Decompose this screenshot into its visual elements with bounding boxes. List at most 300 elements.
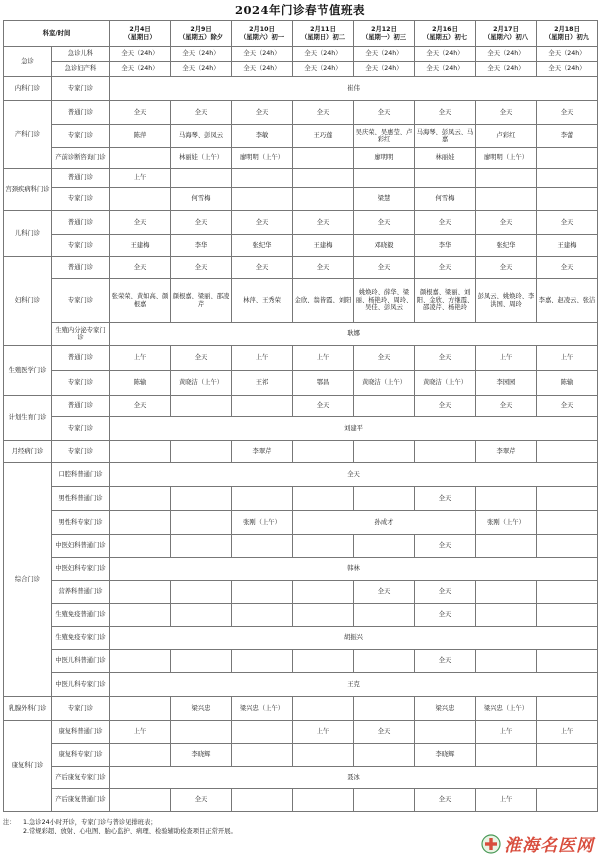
schedule-cell: [537, 441, 598, 463]
schedule-cell: 全天: [537, 101, 598, 125]
schedule-cell: 张荣荣、黄如高、颜根嘉: [110, 279, 171, 323]
schedule-cell: 梁慧: [354, 188, 415, 211]
schedule-cell: 全天: [415, 581, 476, 604]
schedule-cell: 全天（24h）: [354, 62, 415, 77]
schedule-cell: [171, 169, 232, 188]
schedule-cell: [232, 650, 293, 673]
table-row: [4, 279, 598, 323]
date-label: 2月9日: [190, 26, 212, 34]
schedule-cell: [476, 744, 537, 767]
schedule-cell: 梁兴忠: [415, 697, 476, 721]
clinic-type-cell: 男性科普通门诊: [52, 487, 110, 511]
schedule-cell: 颜根嘉、梁丽、邵凌芹: [171, 279, 232, 323]
schedule-cell: 全天: [293, 211, 354, 235]
schedule-cell: [232, 604, 293, 627]
clinic-type-cell: 专家门诊: [52, 188, 110, 211]
schedule-cell: 何雪梅: [171, 188, 232, 211]
schedule-cell: 梁兴忠（上午）: [232, 697, 293, 721]
schedule-cell: [537, 169, 598, 188]
schedule-cell: 全天（24h）: [293, 62, 354, 77]
clinic-type-cell: 专家门诊: [52, 371, 110, 396]
schedule-cell: [293, 697, 354, 721]
schedule-cell: 韩林: [110, 558, 598, 581]
table-row: [4, 396, 598, 417]
schedule-cell: [293, 744, 354, 767]
schedule-cell: [232, 535, 293, 558]
schedule-cell: 黄晓洁（上午）: [415, 371, 476, 396]
date-header: [110, 21, 171, 47]
schedule-cell: [476, 535, 537, 558]
schedule-cell: 全天: [171, 211, 232, 235]
schedule-cell: [354, 604, 415, 627]
schedule-cell: 全天: [415, 257, 476, 279]
clinic-type-cell: 专家门诊: [52, 441, 110, 463]
schedule-cell: [476, 169, 537, 188]
schedule-cell: 林丽娃: [415, 148, 476, 169]
watermark-text: 淮海名医网: [504, 836, 594, 856]
clinic-type-cell: 专家门诊: [52, 77, 110, 101]
schedule-cell: [293, 604, 354, 627]
table-row: [4, 148, 598, 169]
schedule-cell: 李翠芹: [476, 441, 537, 463]
schedule-cell: 梁兴忠（上午）: [476, 697, 537, 721]
schedule-cell: [476, 487, 537, 511]
schedule-cell: [110, 581, 171, 604]
clinic-type-cell: 普通门诊: [52, 257, 110, 279]
table-row: [4, 125, 598, 148]
table-row: [4, 346, 598, 371]
department-cell: 产科门诊: [4, 101, 52, 169]
schedule-cell: 上午: [110, 169, 171, 188]
date-label: 2月10日: [249, 26, 275, 34]
schedule-cell: 林萍、王秀荣: [232, 279, 293, 323]
schedule-cell: 全天: [171, 101, 232, 125]
schedule-cell: [232, 188, 293, 211]
schedule-table: [3, 20, 598, 812]
table-row: [4, 101, 598, 125]
schedule-cell: 上午: [476, 721, 537, 744]
schedule-cell: 全天: [110, 396, 171, 417]
schedule-cell: 全天（24h）: [110, 62, 171, 77]
schedule-cell: [293, 789, 354, 812]
schedule-cell: 全天: [293, 257, 354, 279]
schedule-cell: [293, 650, 354, 673]
schedule-cell: [476, 604, 537, 627]
schedule-cell: [171, 487, 232, 511]
schedule-cell: 全天: [415, 346, 476, 371]
schedule-cell: 全天: [354, 101, 415, 125]
schedule-cell: 全天: [354, 346, 415, 371]
clinic-type-cell: 生殖免疫普通门诊: [52, 604, 110, 627]
clinic-type-cell: 中医妇科普通门诊: [52, 535, 110, 558]
schedule-cell: 聂冰: [110, 767, 598, 789]
schedule-cell: 廖明明（上午）: [232, 148, 293, 169]
schedule-cell: 上午: [110, 721, 171, 744]
date-label: 2月4日: [129, 26, 151, 34]
schedule-cell: 张刚（上午）: [476, 511, 537, 535]
schedule-cell: 上午: [476, 789, 537, 812]
schedule-cell: 林丽娃（上午）: [171, 148, 232, 169]
schedule-cell: [171, 604, 232, 627]
clinic-type-cell: 男性科专家门诊: [52, 511, 110, 535]
schedule-cell: 全天（24h）: [354, 47, 415, 62]
table-row: [4, 463, 598, 487]
table-row: [4, 627, 598, 650]
date-label: 2月18日: [554, 26, 580, 34]
watermark: [481, 831, 594, 856]
table-row: [4, 581, 598, 604]
clinic-type-cell: 产前诊断咨询门诊: [52, 148, 110, 169]
schedule-cell: 全天: [171, 257, 232, 279]
table-row: [4, 673, 598, 697]
table-row: [4, 235, 598, 257]
date-header: [415, 21, 476, 47]
schedule-cell: [232, 396, 293, 417]
schedule-cell: 李华: [171, 235, 232, 257]
table-row: [4, 169, 598, 188]
schedule-cell: [232, 581, 293, 604]
schedule-cell: 廖明明（上午）: [476, 148, 537, 169]
notes-label: 注：: [3, 819, 16, 826]
schedule-cell: 王巧莲: [293, 125, 354, 148]
schedule-cell: 上午: [232, 346, 293, 371]
schedule-cell: [171, 721, 232, 744]
clinic-type-cell: 专家门诊: [52, 235, 110, 257]
schedule-cell: [537, 148, 598, 169]
schedule-cell: [537, 789, 598, 812]
schedule-cell: 马海琴、彭凤云、马嘉: [415, 125, 476, 148]
schedule-cell: 全天: [415, 211, 476, 235]
clinic-type-cell: 产后康复普通门诊: [52, 789, 110, 812]
schedule-cell: 李晓辉: [415, 744, 476, 767]
schedule-cell: [354, 396, 415, 417]
schedule-cell: 全天: [110, 257, 171, 279]
clinic-type-cell: 产后康复专家门诊: [52, 767, 110, 789]
table-row: [4, 417, 598, 441]
schedule-cell: 全天: [354, 211, 415, 235]
schedule-cell: [293, 148, 354, 169]
schedule-cell: [354, 441, 415, 463]
clinic-type-cell: 普通门诊: [52, 101, 110, 125]
schedule-cell: 李园园: [476, 371, 537, 396]
schedule-cell: [415, 721, 476, 744]
schedule-cell: [415, 169, 476, 188]
schedule-cell: 金欣、翁皆霞、刘阳: [293, 279, 354, 323]
schedule-cell: 彭凤云、姚焕玲、李洪国、周玲: [476, 279, 537, 323]
table-row: [4, 77, 598, 101]
schedule-cell: 陈输: [110, 371, 171, 396]
note-item-2: 2.常规彩超、放射、心电图、胎心监护、病理、检验辅助检查项目正常开展。: [23, 828, 237, 835]
department-cell: 计划生育门诊: [4, 396, 52, 441]
schedule-cell: [171, 441, 232, 463]
schedule-cell: 全天（24h）: [293, 47, 354, 62]
schedule-cell: 全天（24h）: [415, 47, 476, 62]
note-item-1: 1.急诊24小时开诊，专家门诊与普诊见排班表；: [23, 819, 157, 826]
schedule-cell: [110, 441, 171, 463]
weekday-label: （星期日）初九: [544, 33, 590, 41]
schedule-cell: [171, 650, 232, 673]
clinic-type-cell: 康复科专家门诊: [52, 744, 110, 767]
table-row: [4, 371, 598, 396]
schedule-cell: 黄晓洁（上午）: [354, 371, 415, 396]
clinic-type-cell: 中医儿科普通门诊: [52, 650, 110, 673]
weekday-label: （星期六）初八: [483, 33, 529, 41]
schedule-cell: 全天: [110, 463, 598, 487]
date-header: [232, 21, 293, 47]
schedule-cell: 上午: [293, 346, 354, 371]
schedule-cell: 全天: [171, 789, 232, 812]
schedule-cell: 颜根嘉、梁丽、刘阳、金欣、方继霞、邵凌芹、杨艳玲: [415, 279, 476, 323]
schedule-cell: 王建梅: [110, 235, 171, 257]
schedule-cell: 李敏: [232, 125, 293, 148]
schedule-cell: [110, 697, 171, 721]
department-cell: 综合门诊: [4, 463, 52, 697]
schedule-cell: 李翠芹: [232, 441, 293, 463]
schedule-cell: 全天（24h）: [415, 62, 476, 77]
schedule-cell: 全天: [110, 211, 171, 235]
clinic-type-cell: 康复科普通门诊: [52, 721, 110, 744]
clinic-type-cell: 普通门诊: [52, 396, 110, 417]
schedule-cell: [110, 604, 171, 627]
schedule-cell: [293, 441, 354, 463]
schedule-cell: [354, 697, 415, 721]
clinic-type-cell: 生殖内分泌专家门诊: [52, 323, 110, 346]
weekday-label: （星期一）初三: [361, 33, 407, 41]
clinic-type-cell: 专家门诊: [52, 279, 110, 323]
schedule-cell: 全天（24h）: [537, 62, 598, 77]
schedule-cell: 全天（24h）: [476, 62, 537, 77]
schedule-cell: 陈萍: [110, 125, 171, 148]
clinic-type-cell: 中医妇科专家门诊: [52, 558, 110, 581]
schedule-cell: [293, 581, 354, 604]
schedule-cell: [537, 604, 598, 627]
table-row: [4, 487, 598, 511]
schedule-cell: 上午: [110, 346, 171, 371]
schedule-cell: 李蕾: [537, 125, 598, 148]
schedule-cell: 李晓辉: [171, 744, 232, 767]
schedule-cell: [110, 744, 171, 767]
schedule-cell: 李华: [415, 235, 476, 257]
schedule-cell: [537, 650, 598, 673]
schedule-cell: [537, 487, 598, 511]
schedule-cell: 李嘉、赵凌云、张洁: [537, 279, 598, 323]
table-row: [4, 441, 598, 463]
schedule-cell: 全天: [293, 101, 354, 125]
table-row: [4, 47, 598, 62]
schedule-cell: 张纪华: [476, 235, 537, 257]
department-cell: 宫颈疾病科门诊: [4, 169, 52, 211]
schedule-cell: [232, 789, 293, 812]
clinic-type-cell: 口腔科普通门诊: [52, 463, 110, 487]
schedule-cell: 梁兴忠: [171, 697, 232, 721]
table-row: [4, 558, 598, 581]
schedule-cell: [293, 169, 354, 188]
department-cell: 康复科门诊: [4, 721, 52, 812]
schedule-cell: [537, 744, 598, 767]
clinic-type-cell: 普通门诊: [52, 211, 110, 235]
table-row: [4, 767, 598, 789]
schedule-cell: 全天: [415, 535, 476, 558]
schedule-cell: 卢彩红: [476, 125, 537, 148]
schedule-cell: [354, 169, 415, 188]
schedule-cell: 全天（24h）: [232, 47, 293, 62]
schedule-cell: [171, 396, 232, 417]
department-cell: 儿科门诊: [4, 211, 52, 257]
clinic-type-cell: 专家门诊: [52, 697, 110, 721]
schedule-cell: 孙成才: [293, 511, 476, 535]
page-title: 2024年门诊春节值班表: [234, 3, 365, 17]
date-label: 2月11日: [310, 26, 336, 34]
table-row: [4, 323, 598, 346]
schedule-cell: [171, 535, 232, 558]
date-label: 2月17日: [493, 26, 519, 34]
schedule-cell: 耿娜: [110, 323, 598, 346]
clinic-type-cell: 营养科普通门诊: [52, 581, 110, 604]
schedule-cell: [476, 650, 537, 673]
schedule-cell: [476, 188, 537, 211]
dept-time-header: 科室/时间: [4, 21, 110, 47]
clinic-type-cell: 急诊妇产科: [52, 62, 110, 77]
schedule-cell: [537, 511, 598, 535]
weekday-label: （星期六）初一: [239, 33, 285, 41]
schedule-cell: [110, 535, 171, 558]
schedule-cell: [232, 721, 293, 744]
schedule-cell: [232, 169, 293, 188]
schedule-cell: 张刚（上午）: [232, 511, 293, 535]
schedule-cell: [354, 744, 415, 767]
table-row: [4, 721, 598, 744]
schedule-cell: 鄂昌: [293, 371, 354, 396]
department-cell: 月经病门诊: [4, 441, 52, 463]
date-header: [354, 21, 415, 47]
schedule-cell: 全天: [537, 396, 598, 417]
table-row: [4, 789, 598, 812]
schedule-cell: 黄晓洁（上午）: [171, 371, 232, 396]
schedule-cell: 王祁: [232, 371, 293, 396]
schedule-cell: 马海琴、彭凤云: [171, 125, 232, 148]
schedule-cell: 吴庆荣、吴惠莹、卢彩红: [354, 125, 415, 148]
weekday-label: （星期日）初二: [300, 33, 346, 41]
schedule-cell: [110, 650, 171, 673]
schedule-cell: 全天: [232, 257, 293, 279]
table-header: [4, 21, 598, 47]
schedule-cell: 全天（24h）: [232, 62, 293, 77]
schedule-cell: 全天: [354, 257, 415, 279]
schedule-cell: 全天: [232, 211, 293, 235]
schedule-cell: 全天（24h）: [171, 47, 232, 62]
schedule-cell: [415, 441, 476, 463]
schedule-cell: 王建梅: [293, 235, 354, 257]
schedule-cell: 全天（24h）: [171, 62, 232, 77]
notes: [3, 818, 237, 836]
schedule-cell: 全天: [415, 650, 476, 673]
table-row: [4, 211, 598, 235]
schedule-cell: 全天: [476, 396, 537, 417]
table-row: [4, 535, 598, 558]
date-header: [537, 21, 598, 47]
schedule-cell: 陈输: [537, 371, 598, 396]
date-label: 2月16日: [432, 26, 458, 34]
schedule-cell: [171, 511, 232, 535]
weekday-label: （星期五）除夕: [178, 33, 224, 41]
schedule-cell: 全天: [354, 721, 415, 744]
schedule-cell: [354, 487, 415, 511]
clinic-type-cell: 专家门诊: [52, 125, 110, 148]
department-cell: 乳腺外科门诊: [4, 697, 52, 721]
schedule-cell: 邓晓毅: [354, 235, 415, 257]
schedule-cell: 全天: [415, 101, 476, 125]
schedule-cell: 全天（24h）: [537, 47, 598, 62]
clinic-type-cell: 中医儿科专家门诊: [52, 673, 110, 697]
schedule-cell: 全天: [354, 581, 415, 604]
schedule-cell: 全天: [293, 396, 354, 417]
schedule-cell: 刘建平: [110, 417, 598, 441]
department-cell: 生殖医学门诊: [4, 346, 52, 396]
schedule-cell: 全天: [537, 257, 598, 279]
table-row: [4, 257, 598, 279]
table-row: [4, 511, 598, 535]
weekday-label: （星期五）初七: [422, 33, 468, 41]
schedule-cell: [110, 188, 171, 211]
schedule-cell: [171, 581, 232, 604]
clinic-type-cell: 专家门诊: [52, 417, 110, 441]
date-header: [476, 21, 537, 47]
schedule-cell: 全天: [476, 257, 537, 279]
weekday-label: （星期日）: [124, 33, 156, 41]
schedule-cell: [537, 697, 598, 721]
schedule-cell: [110, 511, 171, 535]
clinic-type-cell: 普通门诊: [52, 169, 110, 188]
schedule-cell: 上午: [537, 721, 598, 744]
schedule-cell: 全天（24h）: [476, 47, 537, 62]
schedule-cell: 何雪梅: [415, 188, 476, 211]
site-logo-icon: [481, 834, 501, 854]
schedule-cell: 姚焕玲、薛华、梁丽、杨艳玲、周玲、吴佳、彭凤云: [354, 279, 415, 323]
schedule-cell: 上午: [537, 346, 598, 371]
schedule-cell: 全天: [110, 101, 171, 125]
schedule-cell: [110, 148, 171, 169]
schedule-cell: 王克: [110, 673, 598, 697]
schedule-cell: 全天: [232, 101, 293, 125]
schedule-cell: [354, 535, 415, 558]
schedule-cell: [293, 535, 354, 558]
schedule-cell: [537, 535, 598, 558]
department-cell: 妇科门诊: [4, 257, 52, 346]
table-row: [4, 744, 598, 767]
schedule-cell: 全天（24h）: [110, 47, 171, 62]
schedule-cell: 全天: [476, 101, 537, 125]
table-row: [4, 188, 598, 211]
schedule-cell: [110, 789, 171, 812]
schedule-cell: [232, 744, 293, 767]
schedule-cell: 全天: [476, 211, 537, 235]
schedule-cell: 全天: [171, 346, 232, 371]
schedule-cell: 全天: [415, 604, 476, 627]
schedule-cell: 全天: [415, 789, 476, 812]
schedule-cell: 廖明明: [354, 148, 415, 169]
table-row: [4, 62, 598, 77]
schedule-cell: 全天: [537, 211, 598, 235]
schedule-cell: [293, 487, 354, 511]
schedule-cell: [537, 581, 598, 604]
table-row: [4, 697, 598, 721]
table-row: [4, 650, 598, 673]
schedule-cell: 胡振兴: [110, 627, 598, 650]
schedule-cell: 崔伟: [110, 77, 598, 101]
date-header: [171, 21, 232, 47]
schedule-cell: 王建梅: [537, 235, 598, 257]
schedule-cell: [476, 581, 537, 604]
